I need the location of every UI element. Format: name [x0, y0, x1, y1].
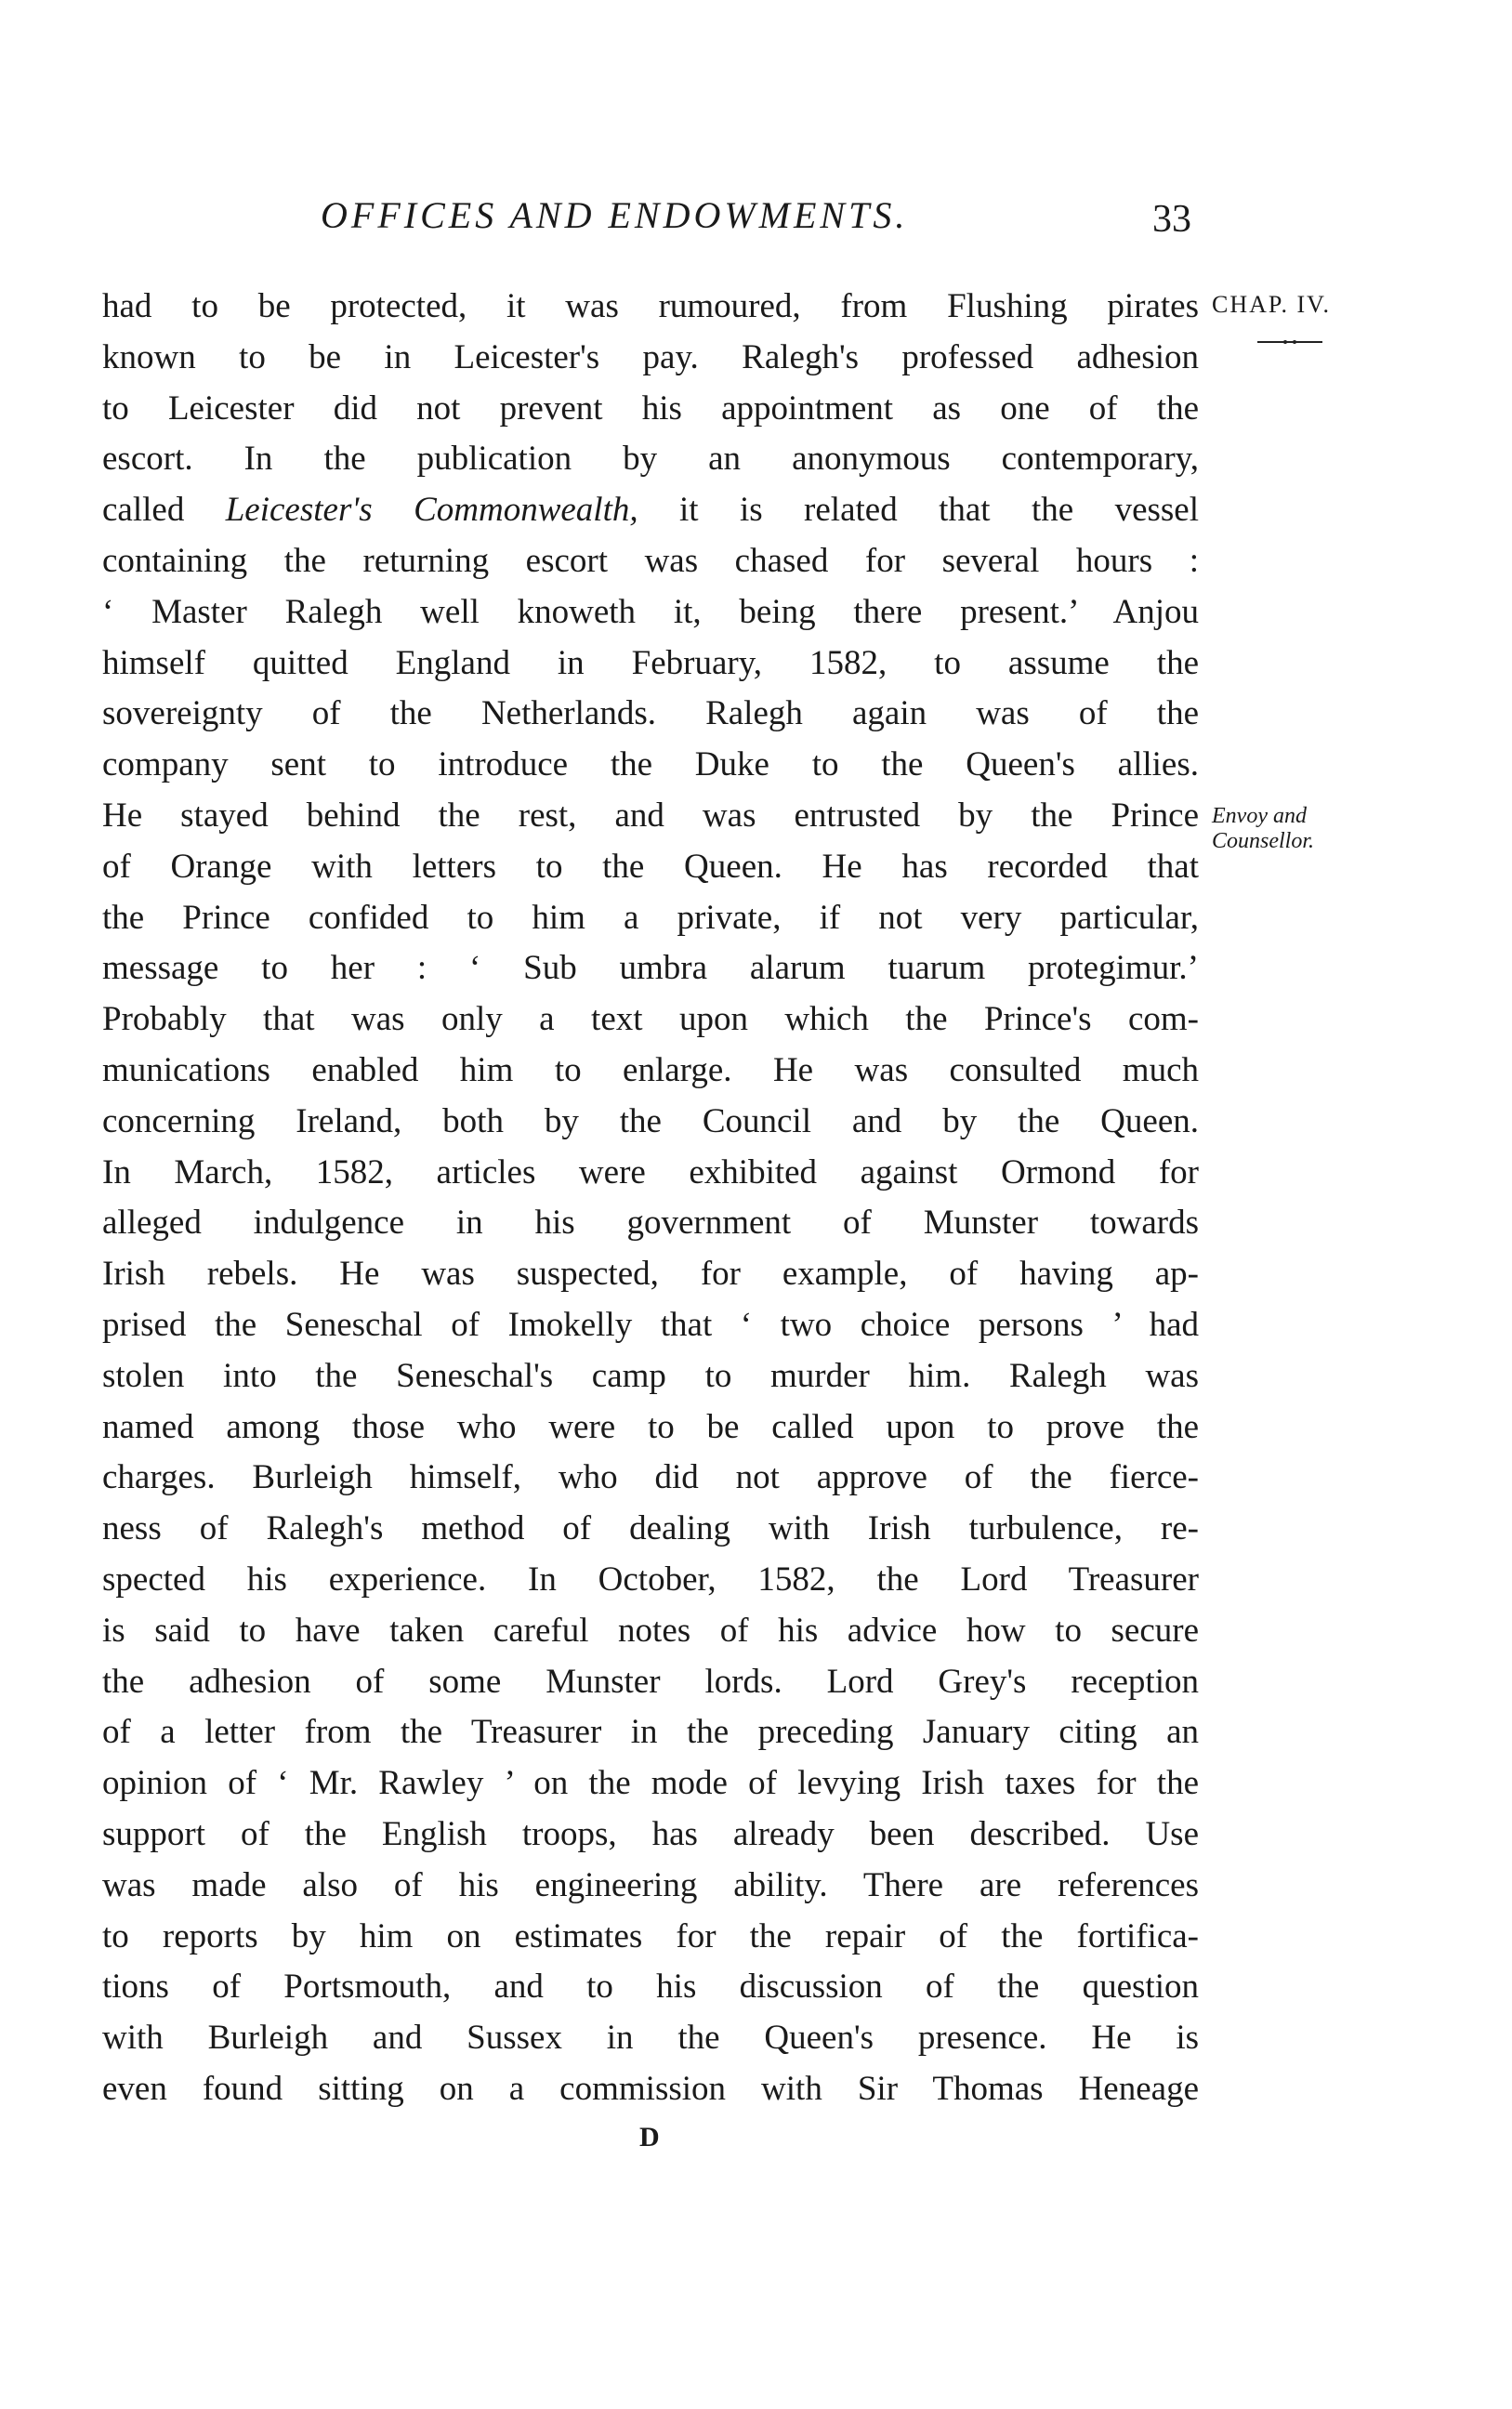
text-line: He stayed behind the rest, and was entrusted by the Prince [102, 796, 1199, 835]
text-line: of a letter from the Treasurer in the preceding January citing an [102, 1713, 1199, 1752]
body-text [102, 282, 1199, 2115]
text-line: named among those who were to be called upon to prove the [102, 1407, 1199, 1446]
text-line: message to her : ‘ Sub umbra alarum tuarum protegimur.’ [102, 949, 1199, 988]
text-line: sovereignty of the Netherlands. Ralegh again was of the [102, 694, 1199, 733]
text-line: Probably that was only a text upon which the Prince's com- [102, 1000, 1199, 1039]
text-line: opinion of ‘ Mr. Rawley ’ on the mode of levying Irish taxes for the [102, 1764, 1199, 1803]
text-line: containing the returning escort was chased for several hours : [102, 541, 1199, 580]
text-line: spected his experience. In October, 1582, the Lord Treasurer [102, 1560, 1199, 1599]
text-line: Irish rebels. He was suspected, for example, of having ap- [102, 1255, 1199, 1294]
text-line: tions of Portsmouth, and to his discussion of the question [102, 1968, 1199, 2007]
text-line: known to be in Leicester's pay. Ralegh's professed adhesion [102, 337, 1199, 376]
text-line: concerning Ireland, both by the Council and by the Queen. [102, 1101, 1199, 1140]
text-line: In March, 1582, articles were exhibited against Ormond for [102, 1152, 1199, 1191]
text-line: was made also of his engineering ability. There are references [102, 1865, 1199, 1904]
text-fragment: called [102, 491, 226, 530]
text-line: ness of Ralegh's method of dealing with Irish turbulence, re- [102, 1509, 1199, 1548]
text-line: had to be protected, it was rumoured, from Flushing pirates [102, 287, 1199, 325]
text-line: munications enabled him to enlarge. He was consulted much [102, 1050, 1199, 1089]
margin-chapter-label: CHAP. IV. [1212, 291, 1332, 318]
text-line: stolen into the Seneschal's camp to murder him. Ralegh was [102, 1356, 1199, 1395]
text-line: support of the English troops, has already been described. Use [102, 1814, 1199, 1853]
running-head: OFFICES AND ENDOWMENTS. [321, 194, 909, 236]
book-title: Leicester's Commonwealth, [225, 491, 638, 530]
text-line: the adhesion of some Munster lords. Lord Grey's reception [102, 1662, 1199, 1701]
text-line: even found sitting on a commission with Sir Thomas Heneage [102, 2069, 1199, 2108]
ornament-icon [1257, 340, 1322, 344]
text-line: to reports by him on estimates for the repair of the fortifica- [102, 1916, 1199, 1955]
text-line-with-title [102, 485, 1199, 536]
text-line: escort. In the publication by an anonymous contemporary, [102, 440, 1199, 479]
text-line: himself quitted England in February, 1582, to assume the [102, 643, 1199, 682]
text-line: to Leicester did not prevent his appointment as one of the [102, 388, 1199, 428]
text-line: with Burleigh and Sussex in the Queen's presence. He is [102, 2019, 1199, 2058]
text-line: the Prince confided to him a private, if not very particular, [102, 898, 1199, 937]
text-line: prised the Seneschal of Imokelly that ‘ two choice persons ’ had [102, 1305, 1199, 1344]
text-line: is said to have taken careful notes of his advice how to secure [102, 1611, 1199, 1650]
text-line: company sent to introduce the Duke to the Queen's allies. [102, 745, 1199, 784]
signature-mark: D [639, 2122, 660, 2152]
text-line: of Orange with letters to the Queen. He has recorded that [102, 847, 1199, 886]
text-line: charges. Burleigh himself, who did not approve of the fierce- [102, 1458, 1199, 1497]
margin-note-line-2: Counsellor. [1212, 829, 1315, 853]
text-fragment: it is related that the vessel [638, 491, 1200, 530]
text-line: alleged indulgence in his government of Munster towards [102, 1204, 1199, 1243]
page-number: 33 [1152, 198, 1191, 241]
margin-note-line-1: Envoy and [1212, 804, 1307, 828]
margin-note [1212, 804, 1314, 854]
text-line: ‘ Master Ralegh well knoweth it, being there present.’ Anjou [102, 592, 1199, 631]
